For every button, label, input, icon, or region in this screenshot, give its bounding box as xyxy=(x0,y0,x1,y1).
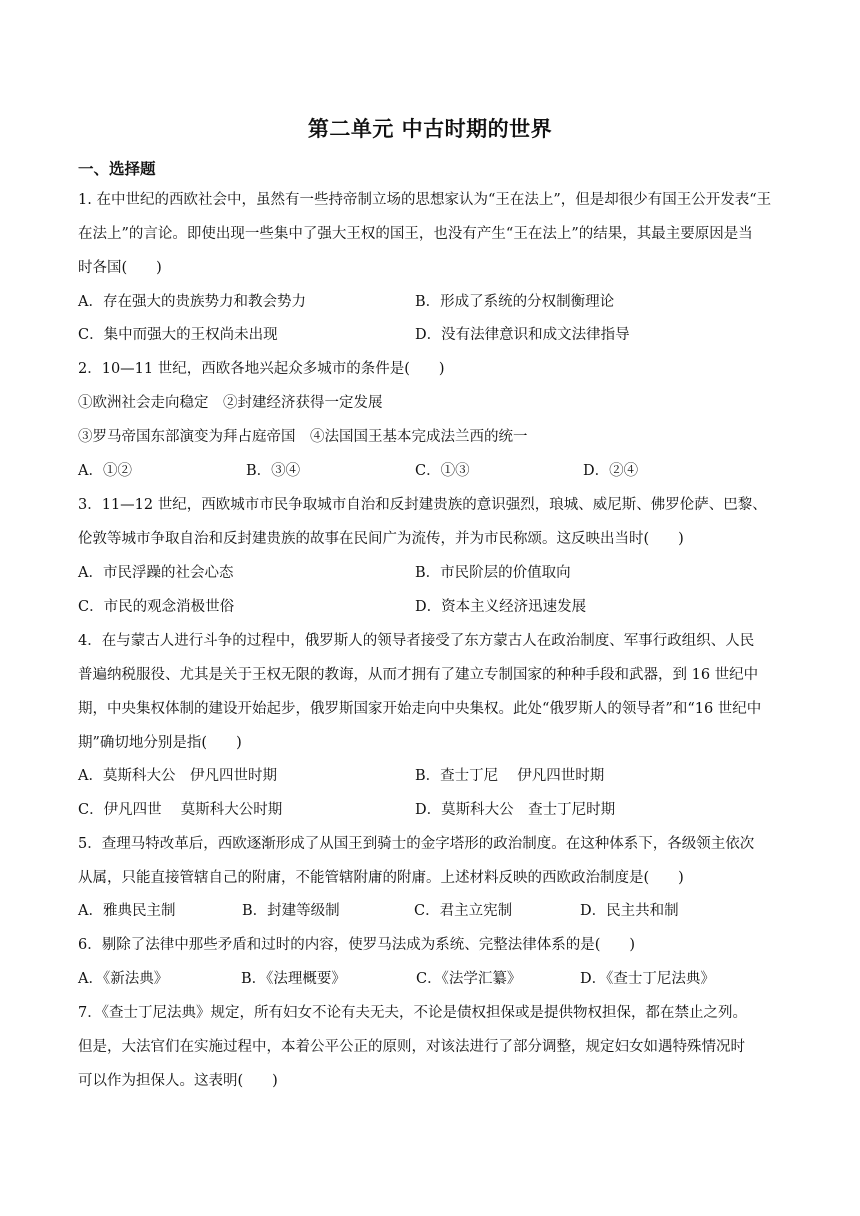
question-5-option-b: B．封建等级制 xyxy=(242,903,340,919)
question-4-line-3: 期，中央集权体制的建设开始起步，俄罗斯国家开始走向中央集权。此处“俄罗斯人的领导者”和“16 世纪中 xyxy=(78,701,762,717)
question-7-line-3: 可以作为担保人。这表明( ) xyxy=(78,1073,278,1089)
question-2-option-a: A．①② xyxy=(78,463,132,479)
question-6-option-c: C．《法学汇纂》 xyxy=(416,971,522,987)
question-6-option-d: D．《查士丁尼法典》 xyxy=(580,971,715,987)
question-3-line-2: 伦敦等城市争取自治和反封建贵族的故事在民间广为流传，并为市民称颂。这反映出当时( ) xyxy=(78,531,684,547)
question-2-line-3: ③罗马帝国东部演变为拜占庭帝国 ④法国国王基本完成法兰西的统一 xyxy=(78,429,528,445)
question-4-line-4: 期”确切地分别是指( ) xyxy=(78,735,242,751)
question-1-option-d: D．没有法律意识和成文法律指导 xyxy=(415,327,630,343)
question-1-line-3: 时各国( ) xyxy=(78,260,162,276)
question-1-line-1: 1. 在中世纪的西欧社会中，虽然有一些持帝制立场的思想家认为“王在法上”，但是却很少有国王公开发表“王 xyxy=(78,192,772,208)
question-5-line-2: 从属，只能直接管辖自己的附庸，不能管辖附庸的附庸。上述材料反映的西欧政治制度是( ) xyxy=(78,870,684,886)
question-6-option-b: B．《法理概要》 xyxy=(241,971,346,987)
question-5-option-a: A．雅典民主制 xyxy=(78,903,176,919)
question-1-option-b: B．形成了系统的分权制衡理论 xyxy=(415,294,615,310)
question-1-line-2: 在法上”的言论。即使出现一些集中了强大王权的国王，也没有产生“王在法上”的结果，其最主要原因是当 xyxy=(78,226,753,242)
question-3-line-1: 3．11—12 世纪，西欧城市市民争取城市自治和反封建贵族的意识强烈，琅城、威尼斯、佛罗伦萨、巴黎、 xyxy=(78,497,767,513)
question-4-line-2: 普遍纳税服役、尤其是关于王权无限的教诲，从而才拥有了建立专制国家的种种手段和武器，到 16 世纪中 xyxy=(78,667,759,683)
question-6-line-1: 6．剔除了法律中那些矛盾和过时的内容，使罗马法成为系统、完整法律体系的是( ) xyxy=(78,937,636,953)
question-4-line-1: 4．在与蒙古人进行斗争的过程中，俄罗斯人的领导者接受了东方蒙古人在政治制度、军事行政组织、人民 xyxy=(78,633,755,649)
question-1-option-a: A．存在强大的贵族势力和教会势力 xyxy=(78,294,306,310)
question-2-option-c: C．①③ xyxy=(415,463,470,479)
question-1-option-c: C．集中而强大的王权尚未出现 xyxy=(78,327,278,343)
question-3-option-b: B．市民阶层的价值取向 xyxy=(415,565,571,581)
question-2-option-b: B．③④ xyxy=(246,463,301,479)
question-2-line-2: ①欧洲社会走向稳定 ②封建经济获得一定发展 xyxy=(78,395,383,411)
page-title: 第二单元 中古时期的世界 xyxy=(307,117,553,141)
question-2-option-d: D．②④ xyxy=(583,463,639,479)
question-5-option-d: D．民主共和制 xyxy=(580,903,679,919)
question-3-option-d: D．资本主义经济迅速发展 xyxy=(415,599,587,615)
question-2-line-1: 2．10—11 世纪，西欧各地兴起众多城市的条件是( ) xyxy=(78,361,445,377)
question-5-option-c: C．君主立宪制 xyxy=(414,903,513,919)
question-5-line-1: 5．查理马特改革后，西欧逐渐形成了从国王到骑士的金字塔形的政治制度。在这种体系下，各级领主依次 xyxy=(78,836,755,852)
question-4-option-a: A．莫斯科大公 伊凡四世时期 xyxy=(78,768,277,784)
question-4-option-b: B．查士丁尼 伊凡四世时期 xyxy=(415,768,605,784)
section-heading: 一、选择题 xyxy=(78,160,156,178)
question-6-option-a: A．《新法典》 xyxy=(78,971,169,987)
question-3-option-a: A．市民浮躁的社会心态 xyxy=(78,565,234,581)
question-4-option-c: C．伊凡四世 莫斯科大公时期 xyxy=(78,802,283,818)
question-3-option-c: C．市民的观念消极世俗 xyxy=(78,599,235,615)
question-7-line-1: 7．《查士丁尼法典》规定，所有妇女不论有夫无夫，不论是债权担保或是提供物权担保，都在禁止之列。 xyxy=(78,1005,747,1021)
question-4-option-d: D．莫斯科大公 查士丁尼时期 xyxy=(415,802,616,818)
question-7-line-2: 但是，大法官们在实施过程中，本着公平公正的原则，对该法进行了部分调整，规定妇女如遇特殊情况时 xyxy=(78,1039,745,1055)
